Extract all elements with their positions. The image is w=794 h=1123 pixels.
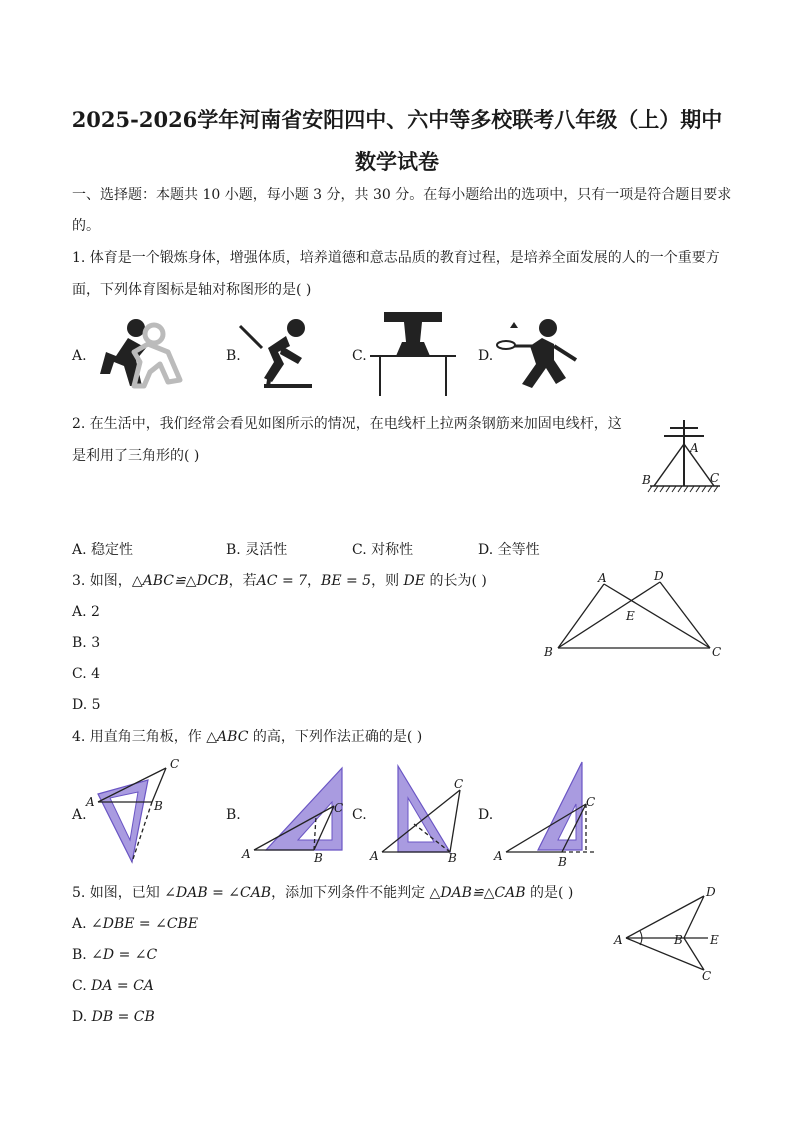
q5-stem-angles: ∠DAB = ∠CAB — [164, 885, 272, 901]
skiing-icon — [238, 316, 318, 394]
q3-figure-triangles — [540, 566, 730, 666]
q3-option-c: C. 4 — [72, 666, 101, 682]
q4-figure-b — [238, 762, 358, 866]
q4-stem-pre: 4. 用直角三角板，作 — [72, 729, 207, 745]
q4c-label-b: B — [448, 851, 457, 865]
q5-option-d-letter: D. — [72, 1009, 92, 1025]
q5-option-a-expr: ∠DBE = ∠CBE — [91, 916, 199, 932]
q5-stem-post: 的是( ) — [525, 885, 574, 901]
q3-stem-mid3: ，则 — [371, 573, 404, 589]
q2-option-a: A. 稳定性 — [72, 542, 134, 558]
q1-option-d-label: D. — [478, 348, 494, 364]
q5-option-b-expr: ∠D = ∠C — [91, 947, 158, 963]
section-instructions-line2: 的。 — [72, 218, 100, 234]
q2-option-d: D. 全等性 — [478, 542, 540, 558]
q3-stem-de: DE — [403, 573, 425, 589]
q3-stem-mid2: ， — [307, 573, 322, 589]
q4-option-b-label: B. — [226, 807, 241, 823]
q3-stem-ac: AC = 7 — [256, 573, 308, 589]
q3-stem — [72, 571, 487, 591]
q2-stem-line2: 是利用了三角形的( ) — [72, 448, 200, 464]
handstand-icon — [366, 308, 460, 398]
q5-label-b: B — [674, 933, 683, 947]
q2-option-b: B. 灵活性 — [226, 542, 288, 558]
q4d-label-b: B — [558, 855, 567, 869]
wrestling-icon — [88, 316, 188, 390]
q2-label-a: A — [690, 441, 699, 455]
q3-option-d: D. 5 — [72, 697, 101, 713]
q5-stem-pre: 5. 如图，已知 — [72, 885, 165, 901]
q4-option-d-label: D. — [478, 807, 494, 823]
q4c-label-a: A — [370, 849, 379, 863]
q4c-label-c: C — [454, 777, 464, 791]
q3-label-d: D — [654, 569, 664, 583]
q5-option-d — [72, 1007, 155, 1027]
q5-option-b-letter: B. — [72, 947, 92, 963]
q4b-label-c: C — [334, 801, 344, 815]
q4d-label-c: C — [586, 795, 596, 809]
q2-stem-line1: 2. 在生活中，我们经常会看见如图所示的情况，在电线杆上拉两条钢筋来加固电线杆，这 — [72, 416, 622, 432]
q5-figure-kite — [612, 884, 728, 984]
q4-stem — [72, 727, 422, 747]
q5-label-c: C — [702, 969, 712, 983]
q4b-label-b: B — [314, 851, 323, 865]
q4-figure-a — [84, 754, 194, 870]
q4a-label-c: C — [170, 757, 180, 771]
q4b-label-a: A — [242, 847, 251, 861]
badminton-icon — [492, 316, 596, 392]
q4-stem-post: 的高，下列作法正确的是( ) — [248, 729, 423, 745]
q1-stem-line1: 1. 体育是一个锻炼身体，增强体质，培养道德和意志品质的教育过程，是培养全面发展的人的一个重要方 — [72, 250, 720, 266]
q5-label-d: D — [706, 885, 716, 899]
q3-label-c: C — [712, 645, 722, 659]
page-title: 2025-2026学年河南省安阳四中、六中等多校联考八年级（上）期中 — [71, 107, 723, 132]
page-subtitle: 数学试卷 — [355, 149, 439, 174]
q4a-label-b: B — [154, 799, 163, 813]
q3-stem-pre: 3. 如图， — [72, 573, 132, 589]
q4-figure-d — [492, 758, 606, 870]
q3-stem-mid1: ，若 — [228, 573, 257, 589]
section-instructions-line1: 一、选择题：本题共 10 小题，每小题 3 分，共 30 分。在每小题给出的选项中，只有一项是符合题目要求 — [72, 187, 732, 203]
q5-option-b — [72, 945, 157, 965]
q4-option-c-label: C. — [352, 807, 367, 823]
q4a-label-a: A — [86, 795, 95, 809]
q4-option-a-label: A. — [72, 807, 87, 823]
q1-option-c-label: C. — [352, 348, 367, 364]
q4d-label-a: A — [494, 849, 503, 863]
q5-option-a — [72, 914, 198, 934]
q3-option-b: B. 3 — [72, 635, 101, 651]
q3-label-b: B — [544, 645, 553, 659]
q5-option-d-expr: DB = CB — [91, 1009, 155, 1025]
q5-option-c-letter: C. — [72, 978, 92, 994]
q3-label-a: A — [598, 571, 607, 585]
q5-option-c-expr: DA = CA — [91, 978, 154, 994]
q3-option-a: A. 2 — [72, 604, 100, 620]
q1-stem-line2: 面，下列体育图标是轴对称图形的是( ) — [72, 282, 312, 298]
q3-stem-congruence: △ABC≌△DCB — [131, 573, 229, 589]
q5-option-c — [72, 976, 154, 996]
q5-label-a: A — [614, 933, 623, 947]
q5-stem-congruence: △DAB≌△CAB — [429, 885, 526, 901]
q2-figure-pole — [640, 414, 724, 496]
q4-figure-c — [364, 762, 474, 866]
q5-stem — [72, 883, 573, 903]
q2-label-c: C — [710, 471, 720, 485]
q2-label-b: B — [642, 473, 651, 487]
q2-option-c: C. 对称性 — [352, 542, 414, 558]
q5-stem-mid: ，添加下列条件不能判定 — [271, 885, 430, 901]
q3-label-e: E — [626, 609, 635, 623]
q4-stem-triangle: △ABC — [206, 729, 249, 745]
q5-option-a-letter: A. — [72, 916, 92, 932]
q3-stem-be: BE = 5 — [321, 573, 372, 589]
q1-option-b-label: B. — [226, 348, 241, 364]
q1-option-a-label: A. — [72, 348, 87, 364]
q3-stem-post: 的长为( ) — [425, 573, 487, 589]
q5-label-e: E — [710, 933, 719, 947]
